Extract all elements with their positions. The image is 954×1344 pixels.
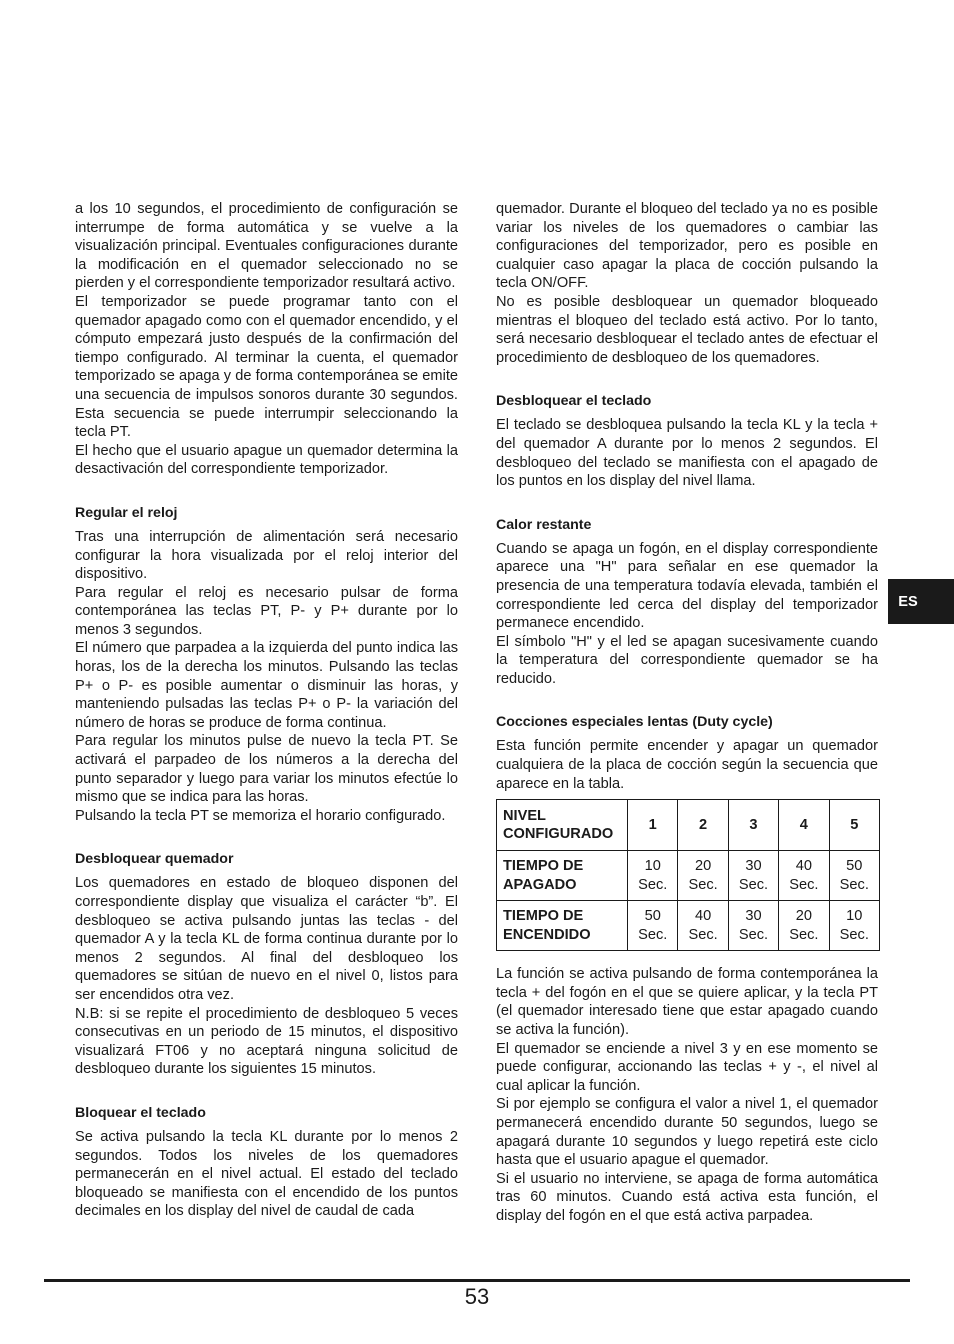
table-row [497,901,880,951]
table-level-cell: 4 [779,800,829,851]
table-cell: 20 Sec. [678,851,728,901]
intro-paragraph: El hecho que el usuario apague un quemador determina la desactivación del correspondiente temporizador. [75,442,458,478]
table-level-cell: 2 [678,800,728,851]
table-cell: 50 Sec. [829,851,879,901]
body-paragraph: Esta función permite encender y apagar un quemador cualquiera de la placa de cocción según la secuencia que aparece en la tabla. [496,738,878,792]
table-cell: 40 Sec. [678,901,728,951]
duty-cycle-table [496,799,880,951]
right-column [496,200,878,1226]
table-cell: 50 Sec. [628,901,678,951]
body-paragraph: El número que parpadea a la izquierda del punto indica las horas, los de la derecha los minutos. Pulsando las teclas P+ o P- es posible aumentar o disminuir las horas, y manteniendo pulsadas las teclas P+ o P- la variación del número de horas se produce de forma continua. [75,640,458,731]
body-paragraph: N.B: si se repite el procedimiento de desbloqueo 5 veces consecutivas en un periodo de 15 minutos, el dispositivo visualizará FT06 y no aceptará ninguna solicitud de desbloqueo durante los siguientes 15 minutos. [75,1005,458,1078]
section-heading-duty-cycle: Cocciones especiales lentas (Duty cycle) [496,714,773,731]
body-paragraph: Se activa pulsando la tecla KL durante por lo menos 2 segundos. Todos los niveles de los quemadores permanecerán en el nivel actual. El estado del teclado bloqueado se manifiesta con el encendido de los puntos decimales en los display del nivel de caudal de cada [75,1128,458,1220]
table-row [497,851,880,901]
table-level-cell: 5 [829,800,879,851]
table-cell: 20 Sec. [779,901,829,951]
body-paragraph: Cuando se apaga un fogón, en el display correspondiente aparece una "H" para señalar en ese quemador la presencia de una temperatura todavía elevada, también el correspondiente led cerca del display del temporizador permanece encendido. [496,540,878,632]
page-number: 53 [464,1284,490,1309]
intro-paragraph: a los 10 segundos, el procedimiento de configuración se interrumpe de forma automática y se vuelve a la visualización principal. Eventuales configuraciones durante la modificación en el quemador seleccionado no se pierden y el correspondiente temporizador resultará activo. [75,201,458,292]
body-paragraph: El símbolo "H" y el led se apagan sucesivamente cuando la temperatura del correspondiente quemador se ha reducido. [496,633,878,687]
left-column [75,200,458,1221]
body-paragraph: Pulsando la tecla PT se memoriza el horario configurado. [75,807,446,824]
body-paragraph: Para regular los minutos pulse de nuevo la tecla PT. Se activará el parpadeo de los números a la derecha del punto separador y luego para variar los minutos efectúe lo mismo que se indica para las horas. [75,733,458,806]
body-paragraph: El teclado se desbloquea pulsando la tecla KL y la tecla + del quemador A durante por lo menos 2 segundos. El desbloqueo del teclado se manifiesta con el apagado de los puntos en los display del nivel llama. [496,417,878,490]
body-paragraph: Los quemadores en estado de bloqueo disponen del correspondiente display que visualiza el carácter “b”. El desbloqueo se activa pulsando juntas las teclas - del quemador A y la tecla KL de forma continua durante por lo menos 2 segundos. Al final del desbloqueo los quemadores se sitúan de nuevo en el nivel 0, listos para ser encendidos otra vez. [75,875,458,1003]
table-cell: 30 Sec. [728,851,778,901]
table-row-label: TIEMPO DE APAGADO [497,851,628,901]
body-paragraph: Para regular el reloj es necesario pulsar de forma contemporánea las teclas PT, P- y P+ durante por lo menos 3 segundos. [75,584,458,638]
table-header-row [497,800,880,851]
intro-paragraph: quemador. Durante el bloqueo del teclado ya no es posible variar los niveles de los quemadores o cambiar las configuraciones del temporizador, pero es posible en cualquier caso apagar la placa de cocción pulsando la tecla ON/OFF. [496,201,878,292]
section-heading-calor-restante: Calor restante [496,516,592,533]
table-row-label: TIEMPO DE ENCENDIDO [497,901,628,951]
intro-paragraph: No es posible desbloquear un quemador bloqueado mientras el bloqueo del teclado está activo. Por lo tanto, será necesario desbloquear el teclado antes de efectuar el procedimiento de desbloqueo de los quemadores. [496,293,878,366]
language-tab: ES [888,579,954,624]
table-level-cell: 1 [628,800,678,851]
table-cell: 40 Sec. [779,851,829,901]
section-heading-desbloquear-teclado: Desbloquear el teclado [496,393,652,410]
body-paragraph: El quemador se enciende a nivel 3 y en ese momento se puede configurar, accionando las teclas + y -, el nivel al cual aplicar la función. [496,1040,878,1094]
table-cell: 30 Sec. [728,901,778,951]
table-header-label: NIVEL CONFIGURADO [497,800,628,851]
body-paragraph: La función se activa pulsando de forma contemporánea la tecla + del fogón en el que se quiere aplicar, y la tecla PT (el quemador interesado tiene que estar apagado cuando se activa la función). [496,966,878,1039]
body-paragraph: Tras una interrupción de alimentación será necesario configurar la hora visualizada por el reloj interior del dispositivo. [75,528,458,583]
body-paragraph: Si por ejemplo se configura el valor a nivel 1, el quemador permanecerá encendido durante 50 segundos, luego se apagará durante 10 segundos y luego repetirá este ciclo hasta que el usuario apague el quemador. [496,1096,878,1169]
section-heading-bloquear-teclado: Bloquear el teclado [75,1104,206,1121]
section-heading-regular-reloj: Regular el reloj [75,504,178,521]
intro-paragraph: El temporizador se puede programar tanto con el quemador apagado como con el quemador encendido, y el cómputo empezará justo después de la confirmación del tiempo configurado. Al terminar la cuenta, el quemador temporizado se apaga y de forma contemporánea se emite una secuencia de impulsos sonoros durante 30 segundos. Esta secuencia se puede interrumpir seleccionando la tecla PT. [75,293,458,441]
section-heading-desbloquear-quemador: Desbloquear quemador [75,851,234,868]
table-cell: 10 Sec. [628,851,678,901]
footer-divider [44,1279,910,1282]
body-paragraph: Si el usuario no interviene, se apaga de forma automática tras 60 minutos. Cuando está activa esta función, el display del fogón en el que está activa parpadea. [496,1170,878,1224]
table-cell: 10 Sec. [829,901,879,951]
table-level-cell: 3 [728,800,778,851]
